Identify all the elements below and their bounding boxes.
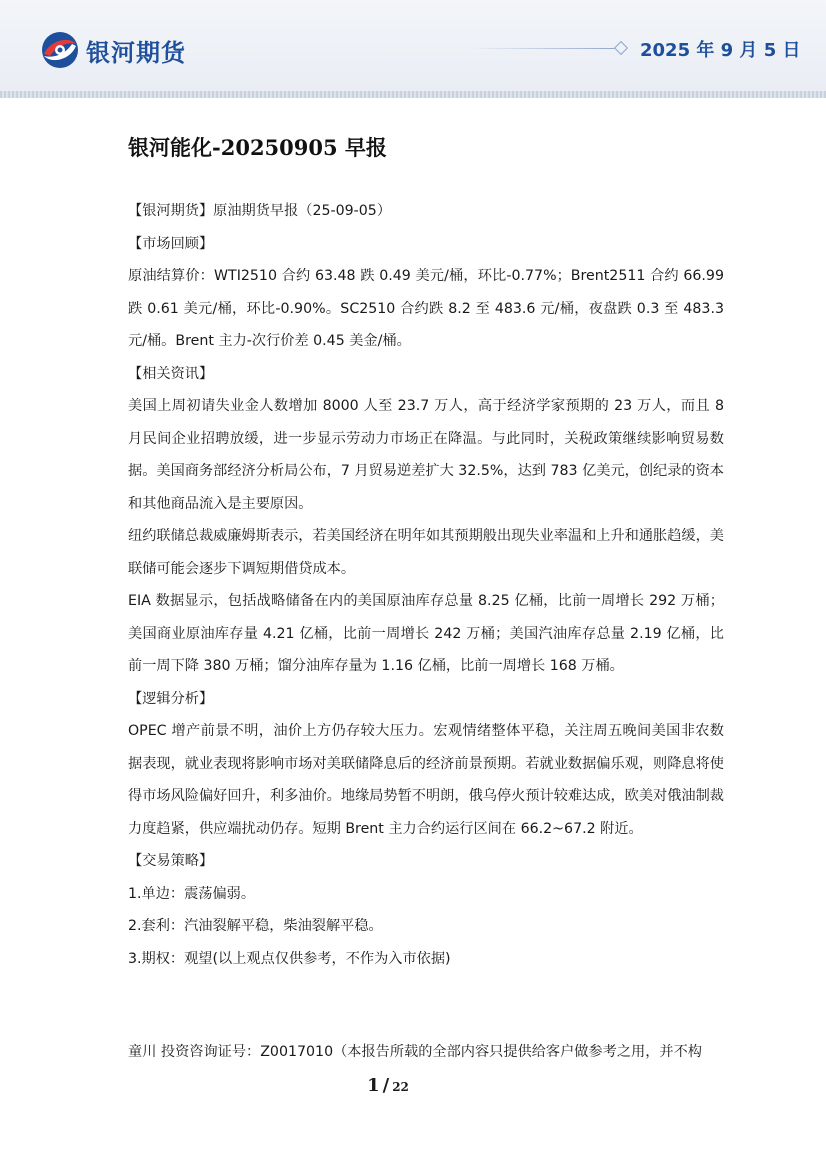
brand-logo [40,30,186,70]
page-separator: / [382,1075,390,1096]
paragraph-source: 【银河期货】原油期货早报（25-09-05） [128,203,392,219]
strategy-item-single: 1.单边：震荡偏弱。 [128,885,256,902]
paragraph-logic: OPEC 增产前景不明，油价上方仍存较大压力。宏观情绪整体平稳，关注周五晚间美国非农数据表现，就业表现将影响市场对美联储降息后的经济前景预期。若就业数据偏乐观，则降息将使得市场风险偏好回升，利多油价。地缘局势暂不明朗，俄乌停火预计较难达成，欧美对俄油制裁力度趋紧，供应端扰动仍存。短期 Brent 主力合约运行区间在 66.2~67.2 附近。 [128,723,724,837]
logo-text: 银河期货 [86,38,186,67]
report-date: 2025 年 9 月 5 日 [640,40,801,61]
strategy-item-options: 3.期权：观望(以上观点仅供参考，不作为入市依据) [128,950,451,967]
analyst-disclaimer: 童川 投资咨询证号：Z0017010（本报告所载的全部内容只提供给客户做参考之用，并不构 [128,1044,702,1060]
section-heading-logic: 【逻辑分析】 [128,690,214,707]
report-title: 银河能化-20250905 早报 [128,135,387,160]
strategy-item-arbitrage: 2.套利：汽油裂解平稳，柴油裂解平稳。 [128,918,383,934]
page-number [0,1075,776,1096]
section-heading-news: 【相关资讯】 [128,365,214,382]
report-body [128,195,724,975]
page-total: 22 [392,1080,409,1094]
section-heading-market-review: 【市场回顾】 [128,235,214,252]
paragraph-market-review: 原油结算价：WTI2510 合约 63.48 跌 0.49 美元/桶，环比-0.77%；Brent2511 合约 66.99 跌 0.61 美元/桶，环比-0.90%。SC2510 合约跌 8.2 至 483.6 元/桶，夜盘跌 0.3 至 483.3 元/桶。Brent 主力-次行价差 0.45 美金/桶。 [128,268,724,349]
paragraph-news-eia: EIA 数据显示，包括战略储备在内的美国原油库存总量 8.25 亿桶，比前一周增长 292 万桶；美国商业原油库存量 4.21 亿桶，比前一周增长 242 万桶；美国汽油库存总量 2.19 亿桶，比前一周下降 380 万桶；馏分油库存量为 1.16 亿桶，比前一周增长 168 万桶。 [128,593,724,674]
header-decoration-line [470,48,620,49]
header-divider [0,91,826,98]
paragraph-news-fed: 纽约联储总裁威廉姆斯表示，若美国经济在明年如其预期般出现失业率温和上升和通胀趋缓，美联储可能会逐步下调短期借贷成本。 [128,528,724,577]
page-current: 1 [367,1075,380,1096]
section-heading-strategy: 【交易策略】 [128,853,214,869]
galaxy-logo-icon [40,30,80,70]
paragraph-news-jobless: 美国上周初请失业金人数增加 8000 人至 23.7 万人，高于经济学家预期的 23 万人，而且 8 月民间企业招聘放缓，进一步显示劳动力市场正在降温。与此同时，关税政策继续影响贸易数据。美国商务部经济分析局公布，7 月贸易逆差扩大 32.5%，达到 783 亿美元，创纪录的资本和其他商品流入是主要原因。 [128,398,724,512]
